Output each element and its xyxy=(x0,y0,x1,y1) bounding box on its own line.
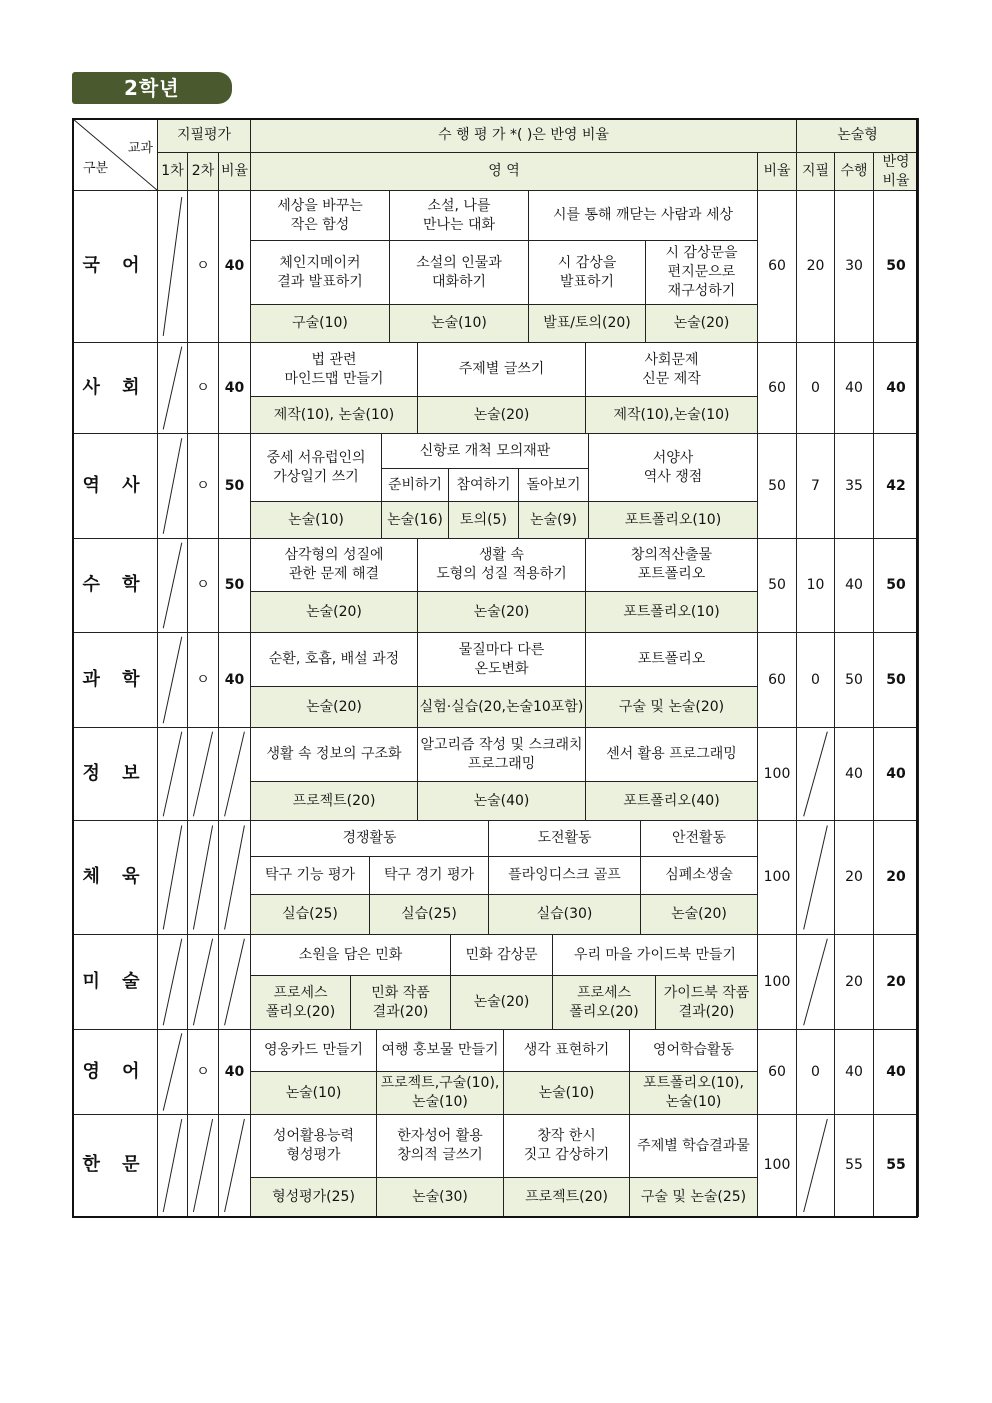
method-cell: 제작(10), 논술(10) xyxy=(250,396,418,434)
header-written: 지필 xyxy=(796,152,835,191)
task-cell: 소설, 나를 만나는 대화 xyxy=(389,190,529,241)
subject-science: 과 학 xyxy=(72,632,158,728)
subject-korean: 국 어 xyxy=(72,190,158,343)
assessment-table xyxy=(72,118,918,1218)
task-cell: 경쟁활동 xyxy=(250,820,489,857)
essay-applied-ratio: 55 xyxy=(873,1114,919,1217)
essay-applied-ratio: 42 xyxy=(873,433,919,539)
header-second: 2차 xyxy=(187,152,219,191)
method-cell: 토의(5) xyxy=(448,501,519,539)
essay-applied-ratio: 50 xyxy=(873,632,919,728)
subject-social: 사 회 xyxy=(72,342,158,434)
essay-performance: 40 xyxy=(834,538,874,633)
task-cell: 심폐소생술 xyxy=(640,856,758,895)
task-cell: 법 관련 마인드맵 만들기 xyxy=(250,342,418,397)
subject-history: 역 사 xyxy=(72,433,158,539)
task-cell: 센서 활용 프로그래밍 xyxy=(585,727,758,782)
method-cell: 발표/토의(20) xyxy=(528,304,646,343)
subject-pe: 체 육 xyxy=(72,820,158,935)
second-exam-mark: ㅇ xyxy=(187,190,219,343)
task-cell: 물질마다 다른 온도변화 xyxy=(417,632,586,687)
task-cell: 주제별 글쓰기 xyxy=(417,342,586,397)
task-cell: 시를 통해 깨닫는 사람과 세상 xyxy=(528,190,758,241)
performance-ratio: 60 xyxy=(757,342,797,434)
header-subject-label: 교과 xyxy=(127,141,153,156)
method-cell: 구술(10) xyxy=(250,304,390,343)
method-cell: 논술(20) xyxy=(250,686,418,728)
essay-applied-ratio: 20 xyxy=(873,934,919,1030)
essay-applied-ratio: 50 xyxy=(873,538,919,633)
performance-ratio: 50 xyxy=(757,433,797,539)
method-cell: 포트폴리오(10), 논술(10) xyxy=(629,1071,758,1115)
method-cell: 논술(20) xyxy=(450,975,553,1030)
task-cell: 중세 서유럽인의 가상일기 쓰기 xyxy=(250,433,382,502)
task-cell: 돌아보기 xyxy=(518,468,589,502)
method-cell: 실습(25) xyxy=(250,894,370,935)
method-cell: 실습(30) xyxy=(488,894,641,935)
first-exam-empty xyxy=(157,342,188,434)
essay-performance: 40 xyxy=(834,342,874,434)
method-cell: 민화 작품 결과(20) xyxy=(350,975,451,1030)
grade-title-badge xyxy=(72,72,232,104)
task-cell: 주제별 학습결과물 xyxy=(629,1114,758,1178)
task-cell: 생활 속 정보의 구조화 xyxy=(250,727,418,782)
performance-ratio: 100 xyxy=(757,1114,797,1217)
task-cell: 생활 속 도형의 성질 적용하기 xyxy=(417,538,586,592)
task-cell: 소설의 인물과 대화하기 xyxy=(389,240,529,305)
second-exam-empty xyxy=(187,1114,219,1217)
subject-math: 수 학 xyxy=(72,538,158,633)
essay-performance: 30 xyxy=(834,190,874,343)
essay-written: 7 xyxy=(796,433,835,539)
method-cell: 논술(20) xyxy=(417,396,586,434)
method-cell: 논술(9) xyxy=(518,501,589,539)
method-cell: 구술 및 논술(25) xyxy=(629,1177,758,1217)
written-ratio-empty xyxy=(218,727,251,821)
header-area: 영 역 xyxy=(250,152,758,191)
written-ratio: 50 xyxy=(218,433,251,539)
first-exam-empty xyxy=(157,820,188,935)
subject-english: 영 어 xyxy=(72,1029,158,1115)
first-exam-empty xyxy=(157,1029,188,1115)
method-cell: 프로세스 폴리오(20) xyxy=(552,975,656,1030)
method-cell: 논술(10) xyxy=(389,304,529,343)
first-exam-empty xyxy=(157,1114,188,1217)
task-cell: 탁구 기능 평가 xyxy=(250,856,370,895)
essay-performance: 35 xyxy=(834,433,874,539)
written-ratio: 40 xyxy=(218,342,251,434)
task-cell: 시 감상문을 편지문으로 재구성하기 xyxy=(645,240,758,305)
performance-ratio: 50 xyxy=(757,538,797,633)
method-cell: 실습(25) xyxy=(369,894,489,935)
essay-applied-ratio: 40 xyxy=(873,727,919,821)
essay-written-empty xyxy=(796,934,835,1030)
task-cell: 세상을 바꾸는 작은 함성 xyxy=(250,190,390,241)
task-cell: 여행 홍보물 만들기 xyxy=(376,1029,504,1072)
method-cell: 논술(20) xyxy=(250,591,418,633)
first-exam-empty xyxy=(157,538,188,633)
first-exam-empty xyxy=(157,433,188,539)
essay-performance: 20 xyxy=(834,820,874,935)
task-cell: 소원을 담은 민화 xyxy=(250,934,451,976)
header-performance: 수행 xyxy=(834,152,874,191)
task-cell: 알고리즘 작성 및 스크래치 프로그래밍 xyxy=(417,727,586,782)
task-cell: 탁구 경기 평가 xyxy=(369,856,489,895)
task-cell: 신항로 개척 모의재판 xyxy=(381,433,589,469)
written-ratio: 40 xyxy=(218,1029,251,1115)
method-cell: 프로젝트,구술(10), 논술(10) xyxy=(376,1071,504,1115)
task-cell: 민화 감상문 xyxy=(450,934,553,976)
header-corner-cell xyxy=(72,118,158,191)
second-exam-mark: ㅇ xyxy=(187,433,219,539)
header-ratio: 비율 xyxy=(218,152,251,191)
header-applied-ratio: 반영 비율 xyxy=(873,152,919,191)
second-exam-mark: ㅇ xyxy=(187,538,219,633)
performance-ratio: 100 xyxy=(757,727,797,821)
header-performance-eval: 수 행 평 가 *( )은 반영 비율 xyxy=(250,118,797,153)
essay-applied-ratio: 40 xyxy=(873,342,919,434)
essay-applied-ratio: 40 xyxy=(873,1029,919,1115)
task-cell: 성어활용능력 형성평가 xyxy=(250,1114,377,1178)
task-cell: 생각 표현하기 xyxy=(503,1029,630,1072)
task-cell: 안전활동 xyxy=(640,820,758,857)
second-exam-empty xyxy=(187,934,219,1030)
task-cell: 사회문제 신문 제작 xyxy=(585,342,758,397)
first-exam-empty xyxy=(157,934,188,1030)
essay-written: 0 xyxy=(796,632,835,728)
method-cell: 논술(30) xyxy=(376,1177,504,1217)
header-category-label: 구분 xyxy=(83,161,109,176)
task-cell: 우리 마을 가이드북 만들기 xyxy=(552,934,758,976)
task-cell: 체인지메이커 결과 발표하기 xyxy=(250,240,390,305)
header-first: 1차 xyxy=(157,152,188,191)
method-cell: 논술(20) xyxy=(417,591,586,633)
method-cell: 논술(10) xyxy=(250,1071,377,1115)
method-cell: 실험·실습(20,논술10포함) xyxy=(417,686,586,728)
essay-written: 0 xyxy=(796,1029,835,1115)
second-exam-empty xyxy=(187,727,219,821)
method-cell: 논술(40) xyxy=(417,781,586,821)
subject-hanmun: 한 문 xyxy=(72,1114,158,1217)
task-cell: 포트폴리오 xyxy=(585,632,758,687)
second-exam-mark: ㅇ xyxy=(187,632,219,728)
task-cell: 창작 한시 짓고 감상하기 xyxy=(503,1114,630,1178)
method-cell: 논술(20) xyxy=(640,894,758,935)
task-cell: 한자성어 활용 창의적 글쓰기 xyxy=(376,1114,504,1178)
performance-ratio: 60 xyxy=(757,1029,797,1115)
method-cell: 논술(10) xyxy=(250,501,382,539)
task-cell: 시 감상을 발표하기 xyxy=(528,240,646,305)
essay-applied-ratio: 50 xyxy=(873,190,919,343)
essay-written: 0 xyxy=(796,342,835,434)
method-cell: 논술(16) xyxy=(381,501,449,539)
performance-ratio: 100 xyxy=(757,820,797,935)
task-cell: 영웅카드 만들기 xyxy=(250,1029,377,1072)
method-cell: 구술 및 논술(20) xyxy=(585,686,758,728)
subject-info: 정 보 xyxy=(72,727,158,821)
written-ratio-empty xyxy=(218,1114,251,1217)
method-cell: 프로세스 폴리오(20) xyxy=(250,975,351,1030)
essay-performance: 40 xyxy=(834,727,874,821)
performance-ratio: 60 xyxy=(757,632,797,728)
performance-ratio: 60 xyxy=(757,190,797,343)
essay-written-empty xyxy=(796,727,835,821)
written-ratio: 40 xyxy=(218,190,251,343)
grade-title: 2학년 xyxy=(124,76,180,100)
first-exam-empty xyxy=(157,190,188,343)
task-cell: 창의적산출물 포트폴리오 xyxy=(585,538,758,592)
method-cell: 포트폴리오(10) xyxy=(588,501,758,539)
task-cell: 영어학습활동 xyxy=(629,1029,758,1072)
essay-applied-ratio: 20 xyxy=(873,820,919,935)
essay-written: 10 xyxy=(796,538,835,633)
task-cell: 순환, 호흡, 배설 과정 xyxy=(250,632,418,687)
method-cell: 형성평가(25) xyxy=(250,1177,377,1217)
method-cell: 논술(20) xyxy=(645,304,758,343)
task-cell: 도전활동 xyxy=(488,820,641,857)
essay-written-empty xyxy=(796,1114,835,1217)
method-cell: 논술(10) xyxy=(503,1071,630,1115)
method-cell: 프로젝트(20) xyxy=(503,1177,630,1217)
first-exam-empty xyxy=(157,727,188,821)
performance-ratio: 100 xyxy=(757,934,797,1030)
method-cell: 프로젝트(20) xyxy=(250,781,418,821)
essay-written-empty xyxy=(796,820,835,935)
task-cell: 서양사 역사 쟁점 xyxy=(588,433,758,502)
first-exam-empty xyxy=(157,632,188,728)
essay-written: 20 xyxy=(796,190,835,343)
method-cell: 포트폴리오(40) xyxy=(585,781,758,821)
header-essay-type: 논술형 xyxy=(796,118,919,153)
header-perf-ratio: 비율 xyxy=(757,152,797,191)
second-exam-mark: ㅇ xyxy=(187,1029,219,1115)
task-cell: 참여하기 xyxy=(448,468,519,502)
written-ratio: 40 xyxy=(218,632,251,728)
essay-performance: 50 xyxy=(834,632,874,728)
method-cell: 가이드북 작품 결과(20) xyxy=(655,975,758,1030)
task-cell: 삼각형의 성질에 관한 문제 해결 xyxy=(250,538,418,592)
second-exam-empty xyxy=(187,820,219,935)
essay-performance: 40 xyxy=(834,1029,874,1115)
task-cell: 준비하기 xyxy=(381,468,449,502)
essay-performance: 55 xyxy=(834,1114,874,1217)
essay-performance: 20 xyxy=(834,934,874,1030)
method-cell: 포트폴리오(10) xyxy=(585,591,758,633)
header-written-eval: 지필평가 xyxy=(157,118,251,153)
written-ratio-empty xyxy=(218,820,251,935)
written-ratio: 50 xyxy=(218,538,251,633)
method-cell: 제작(10),논술(10) xyxy=(585,396,758,434)
task-cell: 플라잉디스크 골프 xyxy=(488,856,641,895)
second-exam-mark: ㅇ xyxy=(187,342,219,434)
subject-art: 미 술 xyxy=(72,934,158,1030)
written-ratio-empty xyxy=(218,934,251,1030)
